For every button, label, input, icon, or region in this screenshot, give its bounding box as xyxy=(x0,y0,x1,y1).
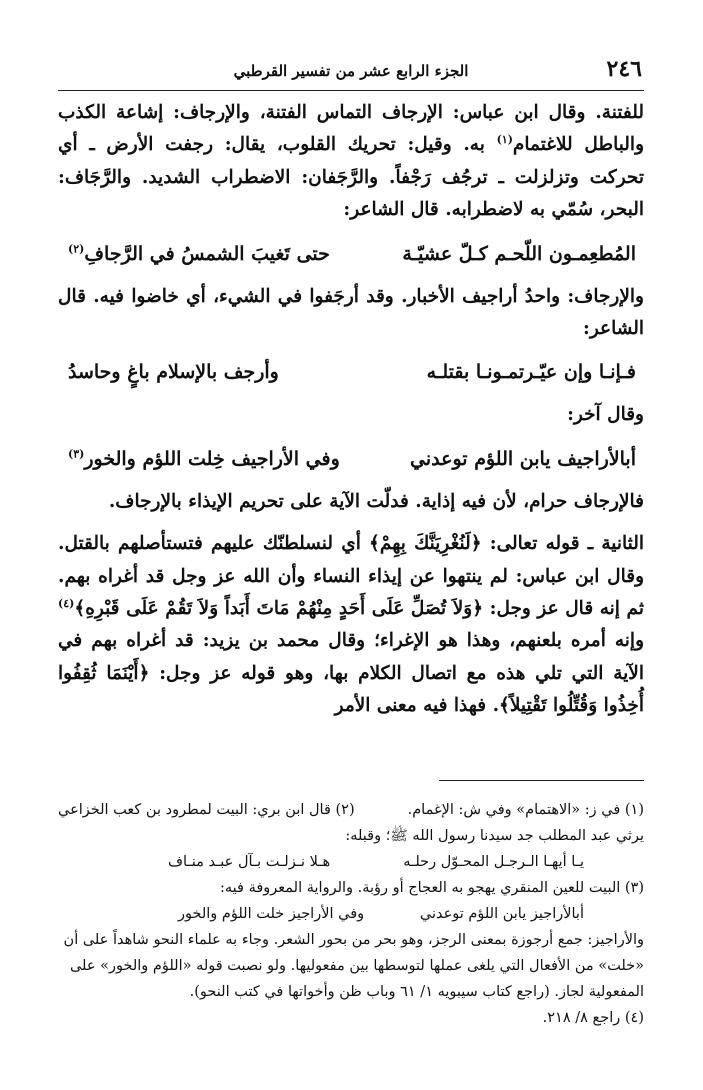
main-text xyxy=(58,97,644,723)
footnote-3-verse-first: أبالأراجيز يابن اللؤم توعدني xyxy=(419,906,584,922)
footnote-ref-2: (٢) xyxy=(68,242,85,256)
footnote-ref-4: (٤) xyxy=(58,596,75,610)
footnote-2-verse-second: هـلا نـزلـت بـآل عبـد منـاف xyxy=(168,854,331,870)
paragraph-1 xyxy=(58,97,644,227)
paragraph-5-continuation: وإنه أمره بلعنهم، وهذا هو الإغراء؛ وقال محمد بن يزيد: قد أغراه بهم في الآية التي تلي هذه مع اتصال الكلام بها، وهو قوله عز وجل: ﴿أَيْنَمَا ثُقِفُوا أُخِذُوا وَقُتِّلُوا تَقْتِيلاً﴾. فهذا فيه معنى الأمر xyxy=(58,630,644,717)
footnote-3-line-2: «خلت» من الأفعال التي يلغى عملها لتوسطها بين مفعوليها. ولو نصبت قوله «اللؤم والخور» على xyxy=(69,958,644,974)
footnote-ref-1: (١) xyxy=(496,133,513,147)
running-title: الجزء الرابع عشر من تفسير القرطبي xyxy=(233,62,469,80)
footnote-ref-3: (٣) xyxy=(68,447,85,461)
verse-3-second-hemistich xyxy=(58,442,340,476)
footnote-2-continuation: يرثي عبد المطلب جد سيدنا رسول الله ﷺ؛ وقبله: xyxy=(345,828,644,844)
footnote-divider xyxy=(439,780,644,781)
footnote-2: (٢) قال ابن بري: البيت لمطرود بن كعب الخزاعي xyxy=(58,802,355,818)
verse-1-second-text: حتى تَغيبَ الشمسُ في الرَّجافِ xyxy=(84,242,330,265)
verse-1-second-hemistich xyxy=(58,237,330,271)
footnote-1: (١) في ز: «الاهتمام» وفي ش: الإغمام. xyxy=(407,802,644,818)
page-number: ٢٤٦ xyxy=(606,56,642,82)
paragraph-1-continuation: به. وقيل: تحريك القلوب، يقال: رجفت الأرض ـ أي تحركت وتزلزلت ـ ترجُف رَجْفاً. والرَّجَفان: الاضطراب الشديد. والرَّجَاف: البحر، سُمّي به لاضطرابه. قال الشاعر: xyxy=(58,134,644,221)
footnote-2-verse xyxy=(58,849,644,875)
footnotes xyxy=(58,780,644,1031)
page-header xyxy=(58,56,644,91)
paragraph-1-text: للفتنة. وقال ابن عباس: الإرجاف التماس الفتنة، والإرجاف: إشاعة الكذب والباطل للاغتمام xyxy=(58,102,645,156)
footnote-row-1-2 xyxy=(58,797,644,823)
verse-1 xyxy=(58,237,644,271)
paragraph-4: فالإرجاف حرام، لأن فيه إذاية. فدلّت الآية على تحريم الإيذاء بالإرجاف. xyxy=(108,490,644,512)
verse-2-second-hemistich: وأرجف بالإسلام باغٍ وحاسدُ xyxy=(68,361,279,384)
verse-3-second-text: وفي الأراجيف خِلت اللؤم والخور xyxy=(84,447,340,470)
verse-2 xyxy=(58,355,644,389)
verse-3 xyxy=(58,442,644,476)
footnote-3-line-3: المفعولية لجاز. (راجع كتاب سيبويه ١/ ٦١ وباب ظن وأخواتها في كتب النحو). xyxy=(189,984,644,1000)
footnote-2-verse-first: يـا أيهـا الـرجـل المحـوّل رحلـه xyxy=(403,854,584,870)
paragraph-3: وقال آخر: xyxy=(567,404,644,426)
footnote-3: (٣) البيت للعين المنقري يهجو به العجاج أو رؤبة. والرواية المعروفة فيه: xyxy=(220,880,644,896)
footnote-3-line-1: والأراجيز: جمع أرجوزة بمعنى الرجز، وهو بحر من بحور الشعر. وجاء به علماء النحو شاهداً على أن xyxy=(63,932,644,948)
verse-2-first-hemistich: فـإنـا وإن عيّـرتمـونـا بقتلـه xyxy=(426,361,636,384)
paragraph-5 xyxy=(58,528,644,722)
verse-3-first-hemistich: أبالأراجيف يابن اللؤم توعدني xyxy=(410,447,636,470)
paragraph-5-text: الثانية ـ قوله تعالى: ﴿لَنُغْرِيَنَّكَ بِهِمْ﴾ أي لنسلطنّك عليهم فتستأصلهم بالقتل. وقال ابن عباس: لم ينتهوا عن إيذاء النساء وأن الله عز وجل قد أغراه بهم. ثم إنه قال عز وجل: ﴿وَلاَ تُصَلِّ عَلَى أَحَدٍ مِنْهُمْ مَاتَ أَبَداً وَلاَ تَقُمْ عَلَى قَبْرِهِ﴾ xyxy=(58,533,644,620)
verse-1-first-hemistich: المُطعِمـون اللّحـم كـلّ عشيّـة xyxy=(402,242,636,265)
footnote-3-verse-second: وفي الأراجيز خلت اللؤم والخور xyxy=(178,906,365,922)
footnote-4: (٤) راجع ٨/ ٢١٨. xyxy=(542,1010,644,1026)
paragraph-2: والإرجاف: واحدُ أراجيف الأخبار. وقد أرجَفوا في الشيء، أي خاضوا فيه. قال الشاعر: xyxy=(58,285,644,340)
footnote-3-verse xyxy=(58,901,644,927)
